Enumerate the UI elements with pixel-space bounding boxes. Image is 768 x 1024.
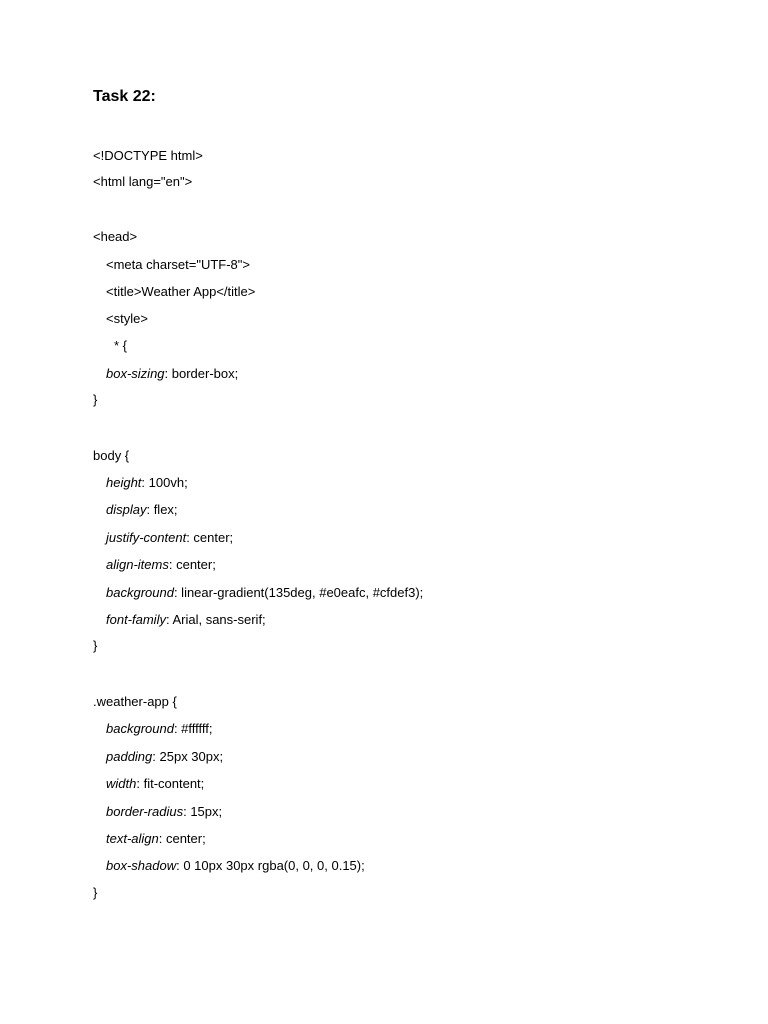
css-value: : Arial, sans-serif; xyxy=(165,612,266,627)
css-value: : center; xyxy=(168,557,216,572)
code-line-style-open: <style> xyxy=(106,311,148,326)
code-line-align-items xyxy=(106,557,216,573)
css-value: : flex; xyxy=(146,502,178,517)
css-value: : 0 10px 30px rgba(0, 0, 0, 0.15); xyxy=(176,858,365,873)
code-line-display xyxy=(106,502,178,518)
code-line-close-brace: } xyxy=(93,392,98,407)
code-line-width xyxy=(106,776,204,792)
code-line-text-align xyxy=(106,831,206,847)
css-value: : center; xyxy=(158,831,206,846)
code-line-justify-content xyxy=(106,530,233,546)
css-property: border-radius xyxy=(106,804,184,819)
code-line-box-sizing xyxy=(106,366,238,382)
code-line-border-radius xyxy=(106,804,222,820)
css-value: : 15px; xyxy=(183,804,223,819)
css-property: align-items xyxy=(106,557,169,572)
css-property: width xyxy=(106,776,137,791)
css-property: font-family xyxy=(106,612,166,627)
code-line-height xyxy=(106,475,188,491)
code-line-padding xyxy=(106,749,223,765)
css-value: : fit-content; xyxy=(136,776,205,791)
code-line-background xyxy=(106,585,423,601)
code-line-background xyxy=(106,721,213,737)
css-value: : linear-gradient(135deg, #e0eafc, #cfdef3); xyxy=(173,585,424,600)
code-line-head-open: <head> xyxy=(93,229,138,244)
code-line-font-family xyxy=(106,612,266,628)
code-line-close-brace: } xyxy=(93,885,98,900)
css-property: padding xyxy=(106,749,153,764)
css-property: background xyxy=(106,721,174,736)
css-property: box-sizing xyxy=(106,366,165,381)
css-value: : #ffffff; xyxy=(173,721,213,736)
task-heading: Task 22: xyxy=(93,88,156,105)
code-line-doctype: <!DOCTYPE html> xyxy=(93,148,203,163)
css-value: : border-box; xyxy=(164,366,239,381)
css-value: : 100vh; xyxy=(141,475,188,490)
css-property: text-align xyxy=(106,831,159,846)
css-property: display xyxy=(106,502,147,517)
code-line-title: <title>Weather App</title> xyxy=(106,284,256,299)
code-line-box-shadow xyxy=(106,858,365,874)
css-property: box-shadow xyxy=(106,858,177,873)
css-value: : center; xyxy=(186,530,234,545)
css-property: justify-content xyxy=(106,530,187,545)
code-line-meta-charset: <meta charset="UTF-8"> xyxy=(106,257,250,272)
css-property: background xyxy=(106,585,174,600)
code-line-universal-selector: * { xyxy=(114,338,128,353)
css-value: : 25px 30px; xyxy=(152,749,224,764)
code-line-html-open: <html lang="en"> xyxy=(93,174,193,189)
css-property: height xyxy=(106,475,142,490)
code-line-close-brace: } xyxy=(93,638,98,653)
code-line-weather-app-selector: .weather-app { xyxy=(93,694,177,709)
code-line-body-selector: body { xyxy=(93,448,130,463)
